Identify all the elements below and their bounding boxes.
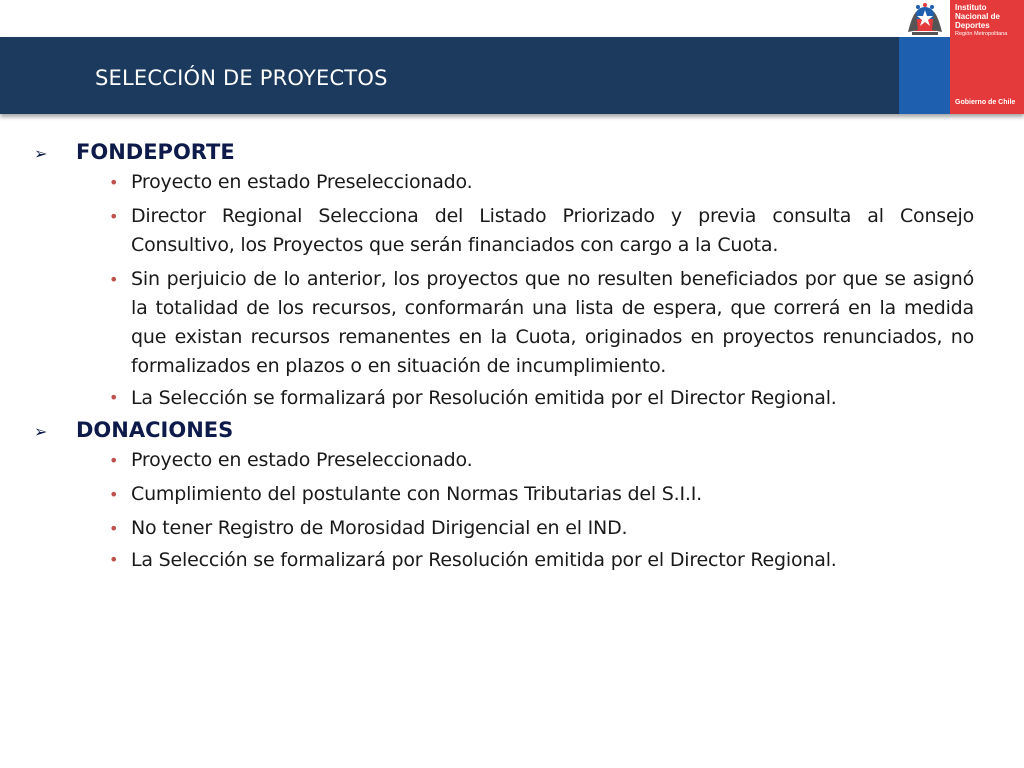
section-donaciones [34,418,974,572]
logo-line-3: Deportes [955,21,990,30]
logo-text [955,3,1023,38]
list-item: • Director Regional Selecciona del Listado Priorizado y previa consulta al Consejo Consultivo, los Proyectos que serán financiados con cargo a la Cuota. [131,202,974,260]
logo-line-2: Nacional de [955,12,1000,21]
arrow-bullet-icon: ➢ [34,422,48,441]
section-fondeporte [34,140,974,410]
logo-line-1: Instituto [955,3,987,12]
list-item: • Cumplimiento del postulante con Normas Tributarias del S.I.I. [131,480,974,509]
page-title: SELECCIÓN DE PROYECTOS [95,66,388,90]
section-title: FONDEPORTE [76,140,235,164]
list-item: • Proyecto en estado Preseleccionado. [131,446,974,475]
list-item: • La Selección se formalizará por Resolución emitida por el Director Regional. [131,548,974,572]
list-item: • Proyecto en estado Preseleccionado. [131,168,974,197]
chile-crest-icon [904,2,946,36]
logo-footer: Gobierno de Chile [955,99,1016,106]
arrow-bullet-icon: ➢ [34,144,48,163]
list-item: • No tener Registro de Morosidad Dirigencial en el IND. [131,514,974,543]
logo-line-4: Región Metropolitana [955,31,1008,37]
bullet-list [34,168,974,410]
slide-content [34,140,974,577]
list-item: • La Selección se formalizará por Resolución emitida por el Director Regional. [131,386,974,410]
bullet-list [34,446,974,572]
logo [899,0,1024,114]
section-title: DONACIONES [76,418,234,442]
list-item: • Sin perjuicio de lo anterior, los proyectos que no resulten beneficiados por que se asignó la totalidad de los recursos, conformarán una lista de espera, que correrá en la medida que existan recursos remanentes en la Cuota, originados en proyectos renunciados, no formalizados en plazos o en situación de incumplimiento. [131,265,974,381]
